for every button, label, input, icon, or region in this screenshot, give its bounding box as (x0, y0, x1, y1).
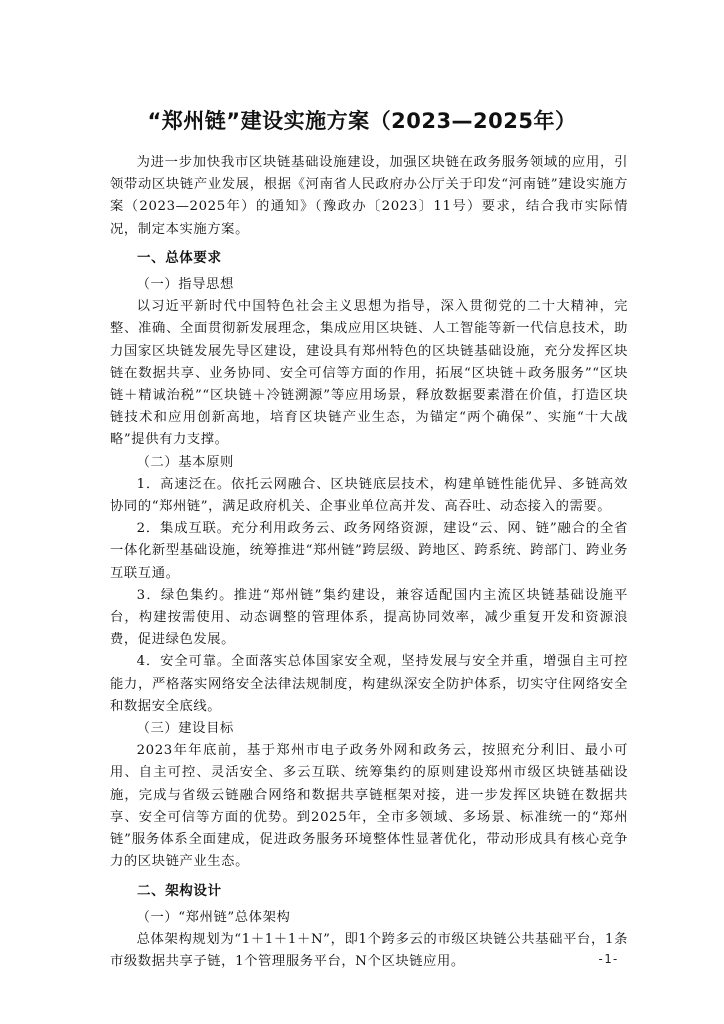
subheading-construction-goals: （三）建设目标 (136, 721, 234, 737)
intro-paragraph: 为进一步加快我市区块链基础设施建设，加强区块链在政务服务领域的应用，引领带动区块链产业发展，根据《河南省人民政府办公厅关于印发“河南链”建设实施方案（2023—2025年）的通知》（豫政办〔2023〕11号）要求，结合我市实际情况，制定本实施方案。 (110, 155, 628, 237)
overall-architecture-paragraph: 总体架构规划为“1＋1＋1＋N”，即1个跨多云的市级区块链公共基础平台，1条市级数据共享子链，1个管理服务平台，N个区块链应用。 (110, 931, 628, 970)
guiding-ideology-paragraph: 以习近平新时代中国特色社会主义思想为指导，深入贯彻党的二十大精神，完整、准确、全面贯彻新发展理念，集成应用区块链、人工智能等新一代信息技术，助力国家区块链发展先导区建设，建设具有郑州特色的区块链基础设施，充分发挥区块链在数据共享、业务协同、安全可信等方面的作用，拓展“区块链＋政务服务”“区块链＋精诚治税”“区块链＋冷链溯源”等应用场景，释放数据要素潜在价值，打造区块链技术和应用创新高地，培育区块链产业生态，为锚定“两个确保”、实施“十大战略”提供有力支撑。 (110, 299, 628, 448)
document-title: “郑州链”建设实施方案（2023—2025年） (147, 109, 577, 133)
page-number: -1- (597, 952, 619, 966)
subheading-basic-principles: （二）基本原则 (136, 454, 234, 470)
principle-paragraph: 2．集成互联。充分利用政务云、政务网络资源，建设“云、网、链”融合的全省一体化新型基础设施，统筹推进“郑州链”跨层级、跨地区、跨系统、跨部门、跨业务互联互通。 (110, 521, 628, 581)
subheading-guiding-ideology: （一）指导思想 (136, 277, 234, 293)
construction-goals-paragraph: 2023年年底前，基于郑州市电子政务外网和政务云，按照充分利旧、最小可用、自主可控、灵活安全、多云互联、统筹集约的原则建设郑州市级区块链基础设施，完成与省级云链融合网络和数据共享链框架对接，进一步发挥区块链在数据共享、安全可信等方面的优势。到2025年，全市多领域、多场景、标准统一的“郑州链”服务体系全面建成，促进政务服务环境整体性显著优化，带动形成具有核心竞争力的区块链产业生态。 (110, 743, 628, 870)
principle-paragraph: 3．绿色集约。推进“郑州链”集约建设，兼容适配国内主流区块链基础设施平台，构建按需使用、动态调整的管理体系，提高协同效率，减少重复开发和资源浪费，促进绿色发展。 (110, 587, 628, 648)
principle-paragraph: 4．安全可靠。全面落实总体国家安全观，坚持发展与安全并重，增强自主可控能力，严格落实网络安全法律法规制度，构建纵深安全防护体系，切实守住网络安全和数据安全底线。 (110, 654, 628, 714)
subheading-overall-architecture: （一）“郑州链”总体架构 (136, 909, 291, 925)
section-heading-general-requirements: 一、总体要求 (137, 249, 222, 266)
principle-paragraph: 1．高速泛在。依托云网融合、区块链底层技术，构建单链性能优异、多链高效协同的“郑州链”，满足政府机关、企事业单位高并发、高吞吐、动态接入的需要。 (110, 476, 628, 515)
section-heading-architecture-design: 二、架构设计 (137, 882, 222, 899)
document-body (110, 152, 628, 973)
